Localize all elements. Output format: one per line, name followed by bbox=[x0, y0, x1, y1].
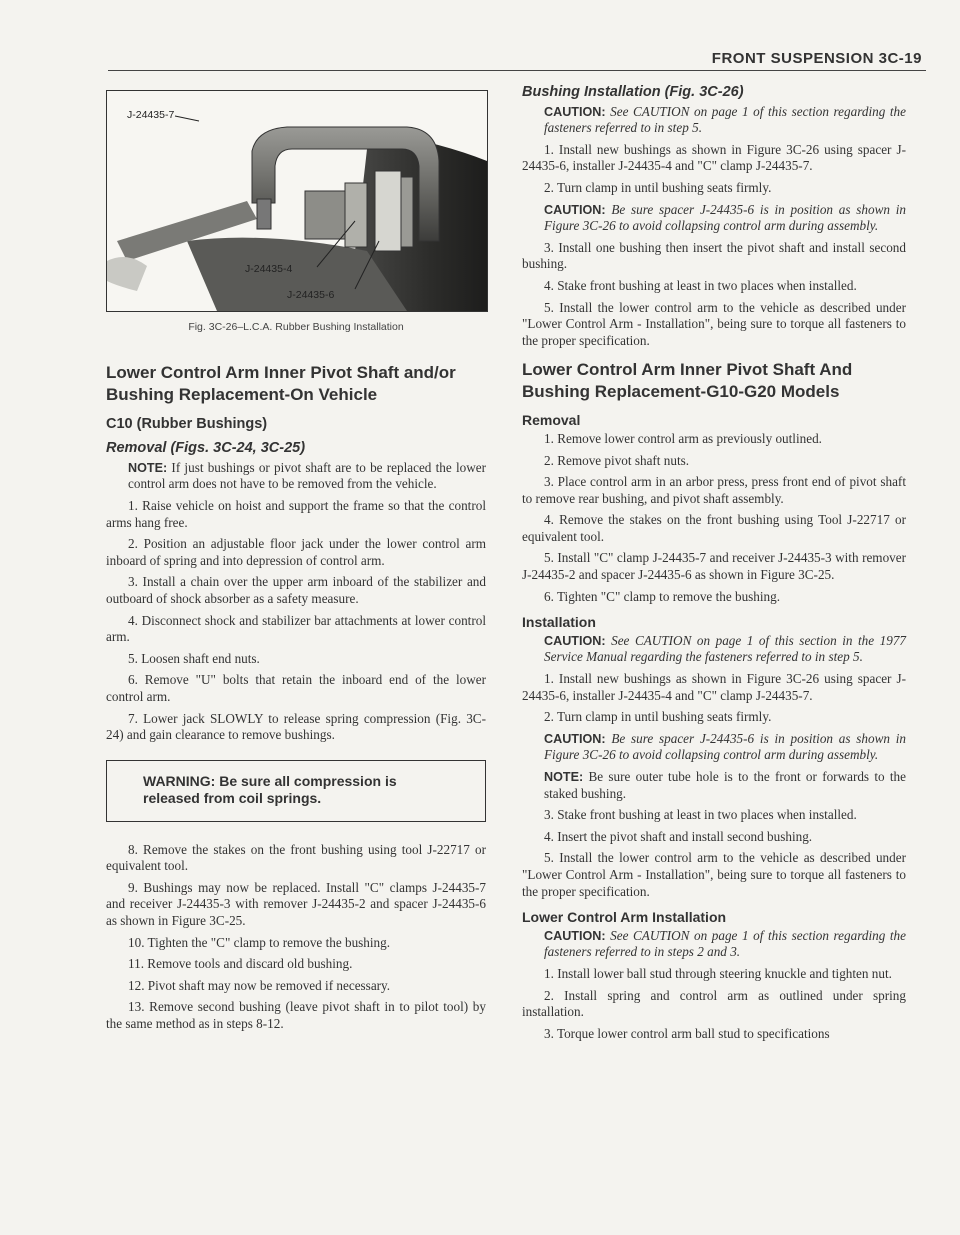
install-step: 1. Install new bushings as shown in Figure 3C-26 using spacer J-24435-6, installer J-24435-4 and "C" clamp J-24435-7. bbox=[522, 141, 906, 174]
lower-control-arm-installation-heading: Lower Control Arm Installation bbox=[522, 909, 727, 926]
removal-step: 4. Disconnect shock and stabilizer bar attachments at lower control arm. bbox=[106, 612, 486, 645]
caution-text: Be sure spacer J-24435-6 is in position as shown in Figure 3C-26 to avoid collapsing control arm during assembly. bbox=[544, 201, 907, 234]
removal-step: 2. Position an adjustable floor jack under the lower control arm inboard of spring and into depression of control arm. bbox=[106, 536, 486, 568]
install-step: 5. Install the lower control arm to the vehicle as described under "Lower Control Arm - Installation", being sure to torque all fasteners to the proper specification. bbox=[522, 850, 906, 899]
header-title: FRONT SUSPENSION 3C-19 bbox=[711, 50, 922, 67]
install-step: 3. Install one bushing then insert the pivot shaft and install second bushing. bbox=[522, 239, 906, 272]
warning-line-2: released from coil springs. bbox=[143, 789, 322, 806]
removal-step: 6. Tighten "C" clamp to remove the bushing. bbox=[544, 588, 781, 604]
caution-paragraph bbox=[522, 202, 906, 235]
removal-step: 13. Remove second bushing (leave pivot shaft in to pilot tool) by the same method as in steps 8-12. bbox=[106, 999, 486, 1032]
install-step: 4. Stake front bushing at least in two places when installed. bbox=[544, 277, 857, 293]
removal-step: 6. Remove "U" bolts that retain the inboard end of the lower control arm. bbox=[106, 672, 486, 704]
page-header bbox=[108, 50, 926, 71]
caution-label: CAUTION: bbox=[544, 633, 606, 648]
subsection-heading-c10: C10 (Rubber Bushings) bbox=[106, 415, 268, 432]
removal-step: 12. Pivot shaft may now be removed if necessary. bbox=[128, 977, 391, 993]
install-step: 1. Install new bushings as shown in Figure 3C-26 using spacer J-24435-6, installer J-24435-4 and "C" clamp J-24435-7. bbox=[522, 671, 906, 703]
removal-step: 11. Remove tools and discard old bushing. bbox=[128, 956, 353, 972]
install-step: 2. Install spring and control arm as outlined under spring installation. bbox=[522, 987, 906, 1020]
removal-step: 2. Remove pivot shaft nuts. bbox=[544, 452, 690, 468]
left-column bbox=[106, 82, 486, 1038]
caution-text: See CAUTION on page 1 of this section regarding the fasteners referred to in steps 2 and 3. bbox=[544, 927, 906, 960]
caution-paragraph bbox=[522, 633, 906, 666]
removal-step: 7. Lower jack SLOWLY to release spring compression (Fig. 3C-24) and gain clearance to remove bushings. bbox=[106, 710, 486, 743]
note-paragraph bbox=[106, 460, 486, 493]
note-paragraph bbox=[522, 769, 906, 802]
removal-step: 5. Loosen shaft end nuts. bbox=[128, 650, 260, 666]
removal-step: 1. Remove lower control arm as previously outlined. bbox=[544, 430, 822, 446]
callout-j24435-7: J-24435-7 bbox=[127, 109, 175, 121]
removal-heading: Removal (Figs. 3C-24, 3C-25) bbox=[106, 440, 306, 457]
removal-step: 1. Raise vehicle on hoist and support the frame so that the control arms hang free. bbox=[106, 497, 486, 530]
install-step: 5. Install the lower control arm to the vehicle as described under "Lower Control Arm - Installation", being sure to torque all fasteners to the proper specification. bbox=[522, 299, 906, 348]
removal-step: 3. Install a chain over the upper arm inboard of the stabilizer and outboard of shock absorber as a safety measure. bbox=[106, 574, 486, 606]
caution-paragraph bbox=[522, 104, 906, 137]
note-label: NOTE: bbox=[544, 770, 584, 784]
install-step: 2. Turn clamp in until bushing seats firmly. bbox=[544, 709, 772, 725]
warning-line-1: WARNING: Be sure all compression is bbox=[143, 772, 397, 789]
figure-caption: Fig. 3C-26–L.C.A. Rubber Bushing Installation bbox=[188, 321, 404, 333]
right-column bbox=[522, 82, 906, 1047]
caution-text: See CAUTION on page 1 of this section regarding the fasteners referred to in step 5. bbox=[544, 103, 906, 136]
install-step: 1. Install lower ball stud through steering knuckle and tighten nut. bbox=[544, 965, 892, 981]
installation-subheading: Installation bbox=[522, 614, 596, 631]
caution-paragraph bbox=[522, 928, 906, 961]
removal-subheading: Removal bbox=[522, 412, 581, 429]
callout-j24435-4: J-24435-4 bbox=[245, 263, 293, 275]
figure-bushing-installation bbox=[106, 90, 488, 312]
section-heading-g10-g20: Lower Control Arm Inner Pivot Shaft And Bushing Replacement-G10-G20 Models bbox=[522, 360, 853, 402]
section-heading-on-vehicle: Lower Control Arm Inner Pivot Shaft and/or Bushing Replacement-On Vehicle bbox=[106, 362, 456, 404]
note-text: If just bushings or pivot shaft are to be replaced the lower control arm does not have to be removed from the vehicle. bbox=[128, 459, 487, 492]
note-text: Be sure outer tube hole is to the front or forwards to the staked bushing. bbox=[544, 769, 906, 801]
bushing-tool-illustration bbox=[107, 91, 487, 311]
caution-text: See CAUTION on page 1 of this section in the 1977 Service Manual regarding the fasteners referred to in step 5. bbox=[544, 632, 907, 665]
removal-step: 5. Install "C" clamp J-24435-7 and receiver J-24435-3 with remover J-24435-2 and spacer J-24435-6 as shown in Figure 3C-25. bbox=[522, 550, 906, 583]
caution-text: Be sure spacer J-24435-6 is in position as shown in Figure 3C-26 to avoid collapsing control arm during assembly. bbox=[544, 730, 907, 763]
caution-label: CAUTION: bbox=[544, 928, 606, 943]
caution-paragraph bbox=[522, 731, 906, 764]
removal-step: 9. Bushings may now be replaced. Install "C" clamps J-24435-7 and receiver J-24435-3 with remover J-24435-2 and spacer J-24435-6 as shown in Figure 3C-25. bbox=[106, 879, 486, 929]
note-label: NOTE: bbox=[128, 460, 168, 475]
caution-label: CAUTION: bbox=[544, 731, 606, 746]
removal-step: 4. Remove the stakes on the front bushing using Tool J-22717 or equivalent tool. bbox=[522, 512, 906, 544]
removal-step: 8. Remove the stakes on the front bushing using tool J-22717 or equivalent tool. bbox=[106, 841, 486, 874]
bushing-installation-heading: Bushing Installation (Fig. 3C-26) bbox=[522, 84, 744, 100]
install-step: 3. Stake front bushing at least in two places when installed. bbox=[544, 807, 857, 823]
install-step: 3. Torque lower control arm ball stud to specifications bbox=[544, 1025, 830, 1041]
removal-step: 3. Place control arm in an arbor press, press front end of pivot shaft to remove rear bushing, and pivot shaft assembly. bbox=[522, 474, 906, 506]
callout-j24435-6: J-24435-6 bbox=[287, 289, 335, 301]
removal-step: 10. Tighten the "C" clamp to remove the bushing. bbox=[128, 934, 391, 950]
caution-label: CAUTION: bbox=[544, 104, 606, 119]
warning-box bbox=[106, 760, 486, 822]
caution-label: CAUTION: bbox=[544, 202, 606, 217]
install-step: 4. Insert the pivot shaft and install second bushing. bbox=[544, 828, 813, 844]
install-step: 2. Turn clamp in until bushing seats firmly. bbox=[544, 179, 772, 195]
